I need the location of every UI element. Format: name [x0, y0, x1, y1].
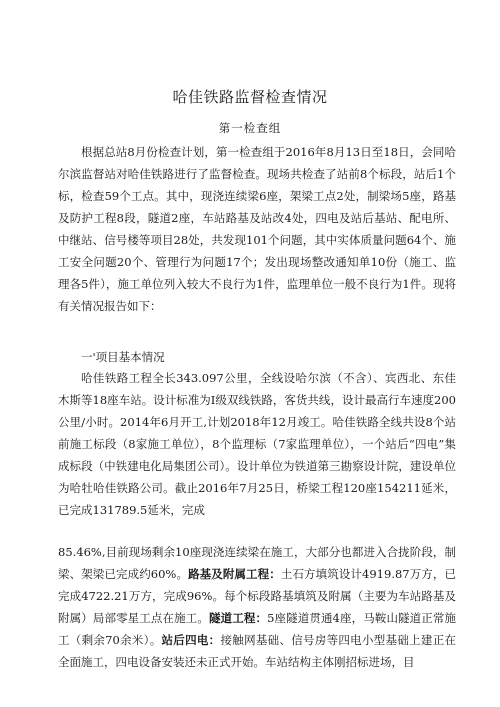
progress-paragraph	[58, 541, 456, 673]
tunnel-label: 隧道工程：	[208, 611, 268, 625]
progress-text: 85.46%,目前现场剩余10座现浇连续梁在施工，大部分也都进入合拢阶段，制梁、架梁已完成约60%。	[58, 545, 456, 581]
intro-paragraph: 根据总站8月份检查计划，第一检查组于2016年8月13日至18日，会同哈尔滨监督站对哈佳铁路进行了监督检查。现场共检查了站前8个标段，站后1个标，检查59个工点。其中，现浇连续梁6座，架梁工点2处，制梁场5座，路基及防护工程8段，隧道2座，车站路基及站改4处，四电及站后基站、配电所、中继站、信号楼等项目28处，共发现101个问题，其中实体质量问题64个、施工安全问题20个、管理行为问题17个；发出现场整改通知单10份（施工、监理各5件），施工单位列入较大不良行为1件，监理单位一般不良行为1件。现将有关情况报告如下：	[58, 145, 456, 313]
section-heading: 一'项目基本情况	[81, 350, 165, 364]
subgrade-label: 路基及附属工程：	[188, 567, 281, 581]
tunnel-text: 5座隧道贯通4座，马鞍山隧道正常施工（剩余70余米）。	[58, 611, 457, 647]
subgrade-text: 土石方填筑设计4919.87万方，已完成4722.21万方，完成96%。每个标段路基填筑及附属（主要为车站路基及附属）局部零星工点在施工。	[58, 567, 457, 625]
document-title: 哈佳铁路监督检查情况	[172, 88, 328, 106]
station-label: 站后四电：	[161, 633, 221, 647]
station-text: 接触网基础、信号房等四电小型基础上建正在全面施工，四电设备安装还未正式开始。车站结构主体刚招标进场，目	[58, 633, 457, 669]
project-overview-paragraph: 哈佳铁路工程全长343.097公里，全线设哈尔滨（不含）、宾西北、东佳木斯等18座车站。设计标准为I级双线铁路，客货共线，设计最高行车速度200公里/小时。2014年6月开工,计划2018年12月竣工。哈佳铁路全线共设8个站前施工标段（8家施工单位），8个监理标（7家监理单位），一个站后“四电”集成标段（中铁建电化局集团公司）。设计单位为铁道第三勘察设计院，建设单位为哈牡哈佳铁路公司。截止2016年7月25日，桥梁工程120座154211延米，已完成131789.5延米，完成	[58, 371, 456, 517]
document-subtitle: 第一检查组	[218, 121, 282, 135]
